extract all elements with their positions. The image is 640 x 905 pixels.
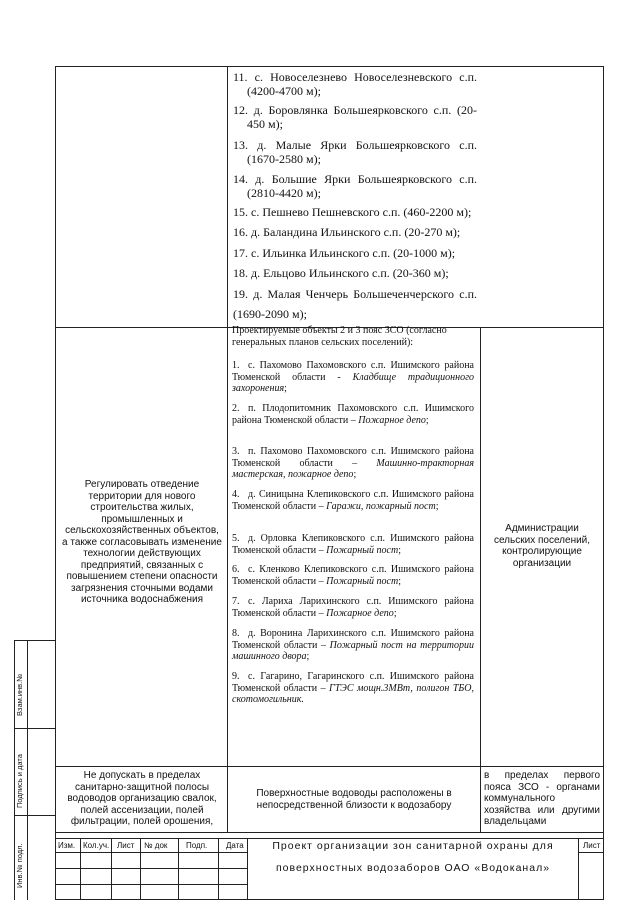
stamp-divider: [218, 838, 219, 900]
stamp-line: [55, 868, 247, 869]
stamp-col-podp: Подп.: [186, 841, 208, 850]
stamp-line: [55, 838, 604, 839]
side-strip-sep-2: [14, 815, 55, 816]
list-item: 17. с. Ильинка Ильинского с.п. (20-1000 м);: [233, 246, 456, 260]
projected-intro: Проектируемые объекты 2 и 3 пояс ЗСО (согласно генеральных планов сельских поселений):: [232, 325, 447, 348]
table-col-divider-1: [227, 66, 228, 832]
stamp-divider: [80, 838, 81, 900]
stamp-line: [578, 852, 604, 853]
stamp-col-kol: Кол.уч.: [83, 841, 110, 850]
stamp-col-izm: Изм.: [58, 841, 76, 850]
list-item: 19. д. Малая Ченчерь Большеченчерского с.п. (1690-2090 м);: [233, 287, 478, 321]
stamp-divider: [578, 838, 579, 900]
bottom-condition-text: Поверхностные водоводы расположены в непосредственной близости к водозабору: [256, 788, 452, 811]
responsible-text: Администрации сельских поселений, контролирующие организации: [493, 523, 591, 569]
stamp-divider: [178, 838, 179, 900]
document-title-line-1: Проект организации зон санитарной охраны для: [272, 840, 554, 852]
side-label-inv-orig: Инв.№ подл.: [15, 843, 24, 888]
stamp-divider: [140, 838, 141, 900]
list-item: 8. д. Воронина Ларихинского с.п. Ишимского района Тюменской области – Пожарный пост на территории машинного двора;: [232, 628, 474, 662]
stamp-line: [55, 852, 247, 853]
list-item: 2. п. Плодопитомник Пахомовского с.п. Ишимского района Тюменской области – Пожарное депо;: [232, 403, 474, 426]
stamp-line: [55, 884, 247, 885]
list-item: 9. с. Гагарино, Гагаринского с.п. Ишимского района Тюменской области – ГТЭС мощн.3МВт, полигон ТБО, скотомогильник.: [232, 671, 474, 705]
bottom-responsible-text: в пределах первого пояса ЗСО - органами коммунального хозяйства или другими владельцами: [484, 770, 600, 827]
list-item: 1. с. Пахомово Пахомовского с.п. Ишимского района Тюменской области - Кладбище традиционного захоронения;: [232, 360, 474, 394]
list-item: 15. с. Пешнево Пешневского с.п. (460-2200 м);: [233, 205, 472, 219]
stamp-divider: [111, 838, 112, 900]
stamp-col-list: Лист: [117, 841, 135, 850]
list-item: 6. с. Кленково Клепиковского с.п. Ишимского района Тюменской области – Пожарный пост;: [232, 564, 474, 587]
stamp-divider: [247, 838, 248, 900]
bottom-measure-text: Не допускать в пределах санитарно-защитной полосы водоводов организацию свалок, полей ассенизации, полей фильтрации, полей орошения,: [67, 770, 217, 827]
list-item: 13. д. Малые Ярки Большеярковского с.п. (1670-2580 м);: [233, 138, 478, 166]
document-title-line-2: поверхностных водозаборов ОАО «Водоканал»: [275, 862, 551, 874]
stamp-sheet-label: Лист: [583, 841, 601, 850]
measure-text: Регулировать отведение территории для нового строительства жилых, промышленных и сельскохозяйственных объектов, а также согласовывать изменение технологии действующих предприятий, связанных с повышением степени опасности загрязнения сточными водами источника водоснабжения: [62, 479, 222, 605]
table-col-divider-2: [480, 327, 481, 832]
list-item: 5. д. Орловка Клепиковского с.п. Ишимского района Тюменской области – Пожарный пост;: [232, 533, 474, 556]
list-item: 7. с. Лариха Ларихинского с.п. Ишимского района Тюменской области – Пожарное депо;: [232, 596, 474, 619]
stamp-col-doc: № док: [144, 841, 168, 850]
list-item: 4. д. Синицына Клепиковского с.п. Ишимского района Тюменской области – Гаражи, пожарный пост;: [232, 489, 474, 512]
list-item: 18. д. Ельцово Ильинского с.п. (20-360 м);: [233, 266, 449, 280]
side-label-sign-date: Подпись и дата: [15, 754, 24, 808]
side-strip-top: [14, 640, 55, 641]
stamp-col-data: Дата: [226, 841, 244, 850]
side-strip-line-mid: [27, 640, 28, 900]
list-item: 3. п. Пахомово Пахомовского с.п. Ишимского района Тюменской области – Машинно-тракторная мастерская, пожарное депо;: [232, 446, 474, 480]
list-item: 12. д. Боровлянка Большеярковского с.п. (20- 450 м);: [233, 103, 477, 131]
list-item: 11. с. Новоселезнево Новоселезневского с.п. (4200-4700 м);: [233, 70, 477, 98]
side-label-vzam: Взам.инв.№: [15, 673, 24, 716]
list-item: 16. д. Баландина Ильинского с.п. (20-270 м);: [233, 225, 461, 239]
list-item: 14. д. Большие Ярки Большеярковского с.п. (2810-4420 м);: [233, 172, 478, 200]
side-strip-sep-1: [14, 728, 55, 729]
table-row-divider-3: [55, 832, 604, 833]
table-row-divider-2: [55, 766, 604, 767]
